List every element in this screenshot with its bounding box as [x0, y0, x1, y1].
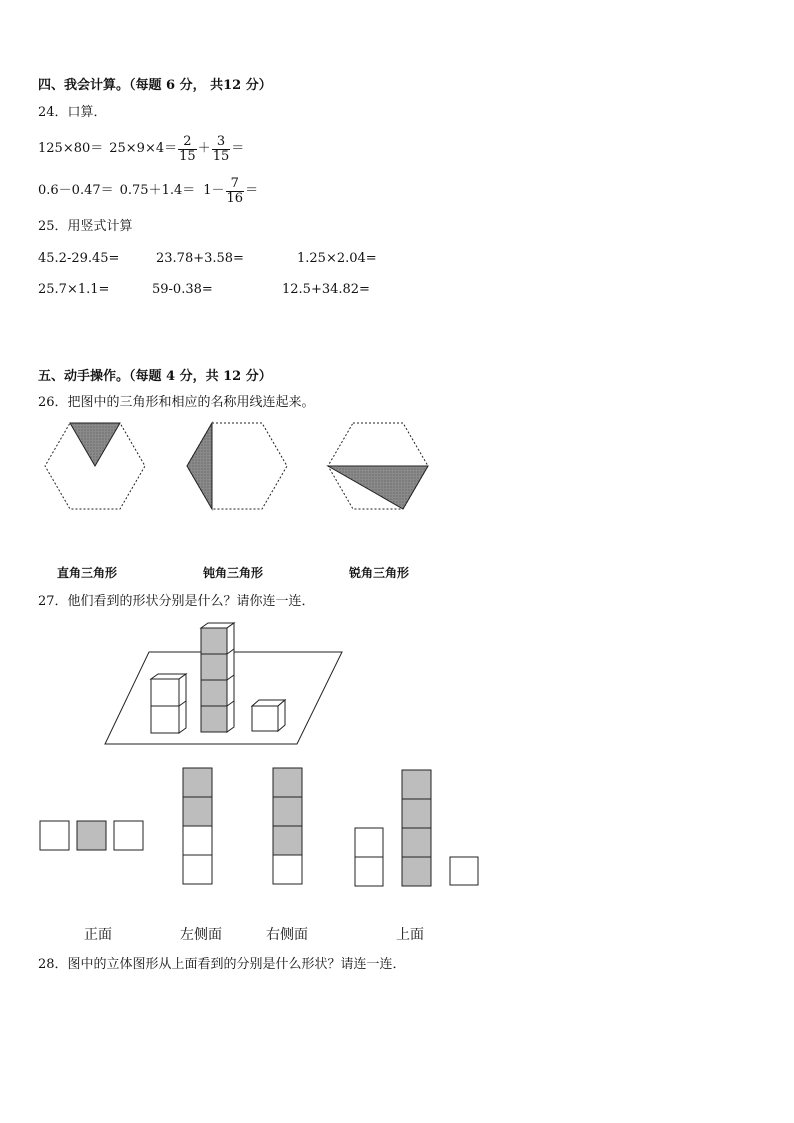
view-label[interactable]: 左侧面: [180, 927, 222, 943]
fraction: $\frac{7}{16}$: [226, 175, 244, 206]
q24-row1-a: 125×80＝: [38, 141, 104, 156]
top-view-shape[interactable]: [355, 770, 478, 886]
tall-cube-stack: [201, 623, 234, 732]
left-cube-stack: [151, 674, 186, 733]
q25-item: 45.2-29.45=: [38, 251, 120, 266]
q25-item: 25.7×1.1=: [38, 282, 110, 297]
triangle-name[interactable]: 锐角三角形: [349, 566, 410, 580]
front-view-shape[interactable]: [40, 821, 143, 850]
section5-title: 五、动手操作。（每题 4 分，共 12 分）: [38, 369, 272, 384]
q24-row1-b: 25×9×4＝: [109, 141, 178, 156]
q24-row2-a: 0.6－0.47＝: [38, 183, 114, 198]
plus-sign: ＋: [197, 141, 211, 156]
q25-item: 59-0.38=: [152, 282, 213, 297]
view-label[interactable]: 右侧面: [266, 927, 308, 943]
view-label[interactable]: 上面: [396, 927, 424, 943]
q24-label: 24．口算．: [38, 105, 107, 120]
q24-row2-b: 0.75＋1.4＝: [119, 183, 196, 198]
equals-sign: ＝: [231, 141, 245, 156]
q27-label: 27．他们看到的形状分别是什么？请你连一连．: [38, 594, 315, 609]
left-view-shape[interactable]: [183, 768, 212, 884]
q25-item: 23.78+3.58=: [156, 251, 244, 266]
q24-row2-c-pre: 1－: [203, 183, 225, 198]
fraction: $\frac{3}{15}$: [212, 133, 230, 164]
q25-item: 12.5+34.82=: [282, 282, 370, 297]
q25-label: 25．用竖式计算: [38, 219, 133, 234]
view-label[interactable]: 正面: [84, 927, 112, 943]
triangle-name[interactable]: 钝角三角形: [203, 566, 264, 580]
fraction: $\frac{2}{15}$: [179, 133, 196, 164]
right-view-shape[interactable]: [273, 768, 302, 884]
equals-sign: ＝: [245, 183, 259, 198]
q26-label: 26．把图中的三角形和相应的名称用线连起来。: [38, 395, 315, 410]
q28-label: 28．图中的立体图形从上面看到的分别是什么形状？请连一连．: [38, 957, 406, 972]
q25-item: 1.25×2.04=: [297, 251, 377, 266]
section4-title: 四、我会计算。（每题 6 分， 共12 分）: [38, 78, 272, 93]
triangle-name[interactable]: 直角三角形: [57, 566, 118, 580]
single-cube: [252, 700, 285, 731]
